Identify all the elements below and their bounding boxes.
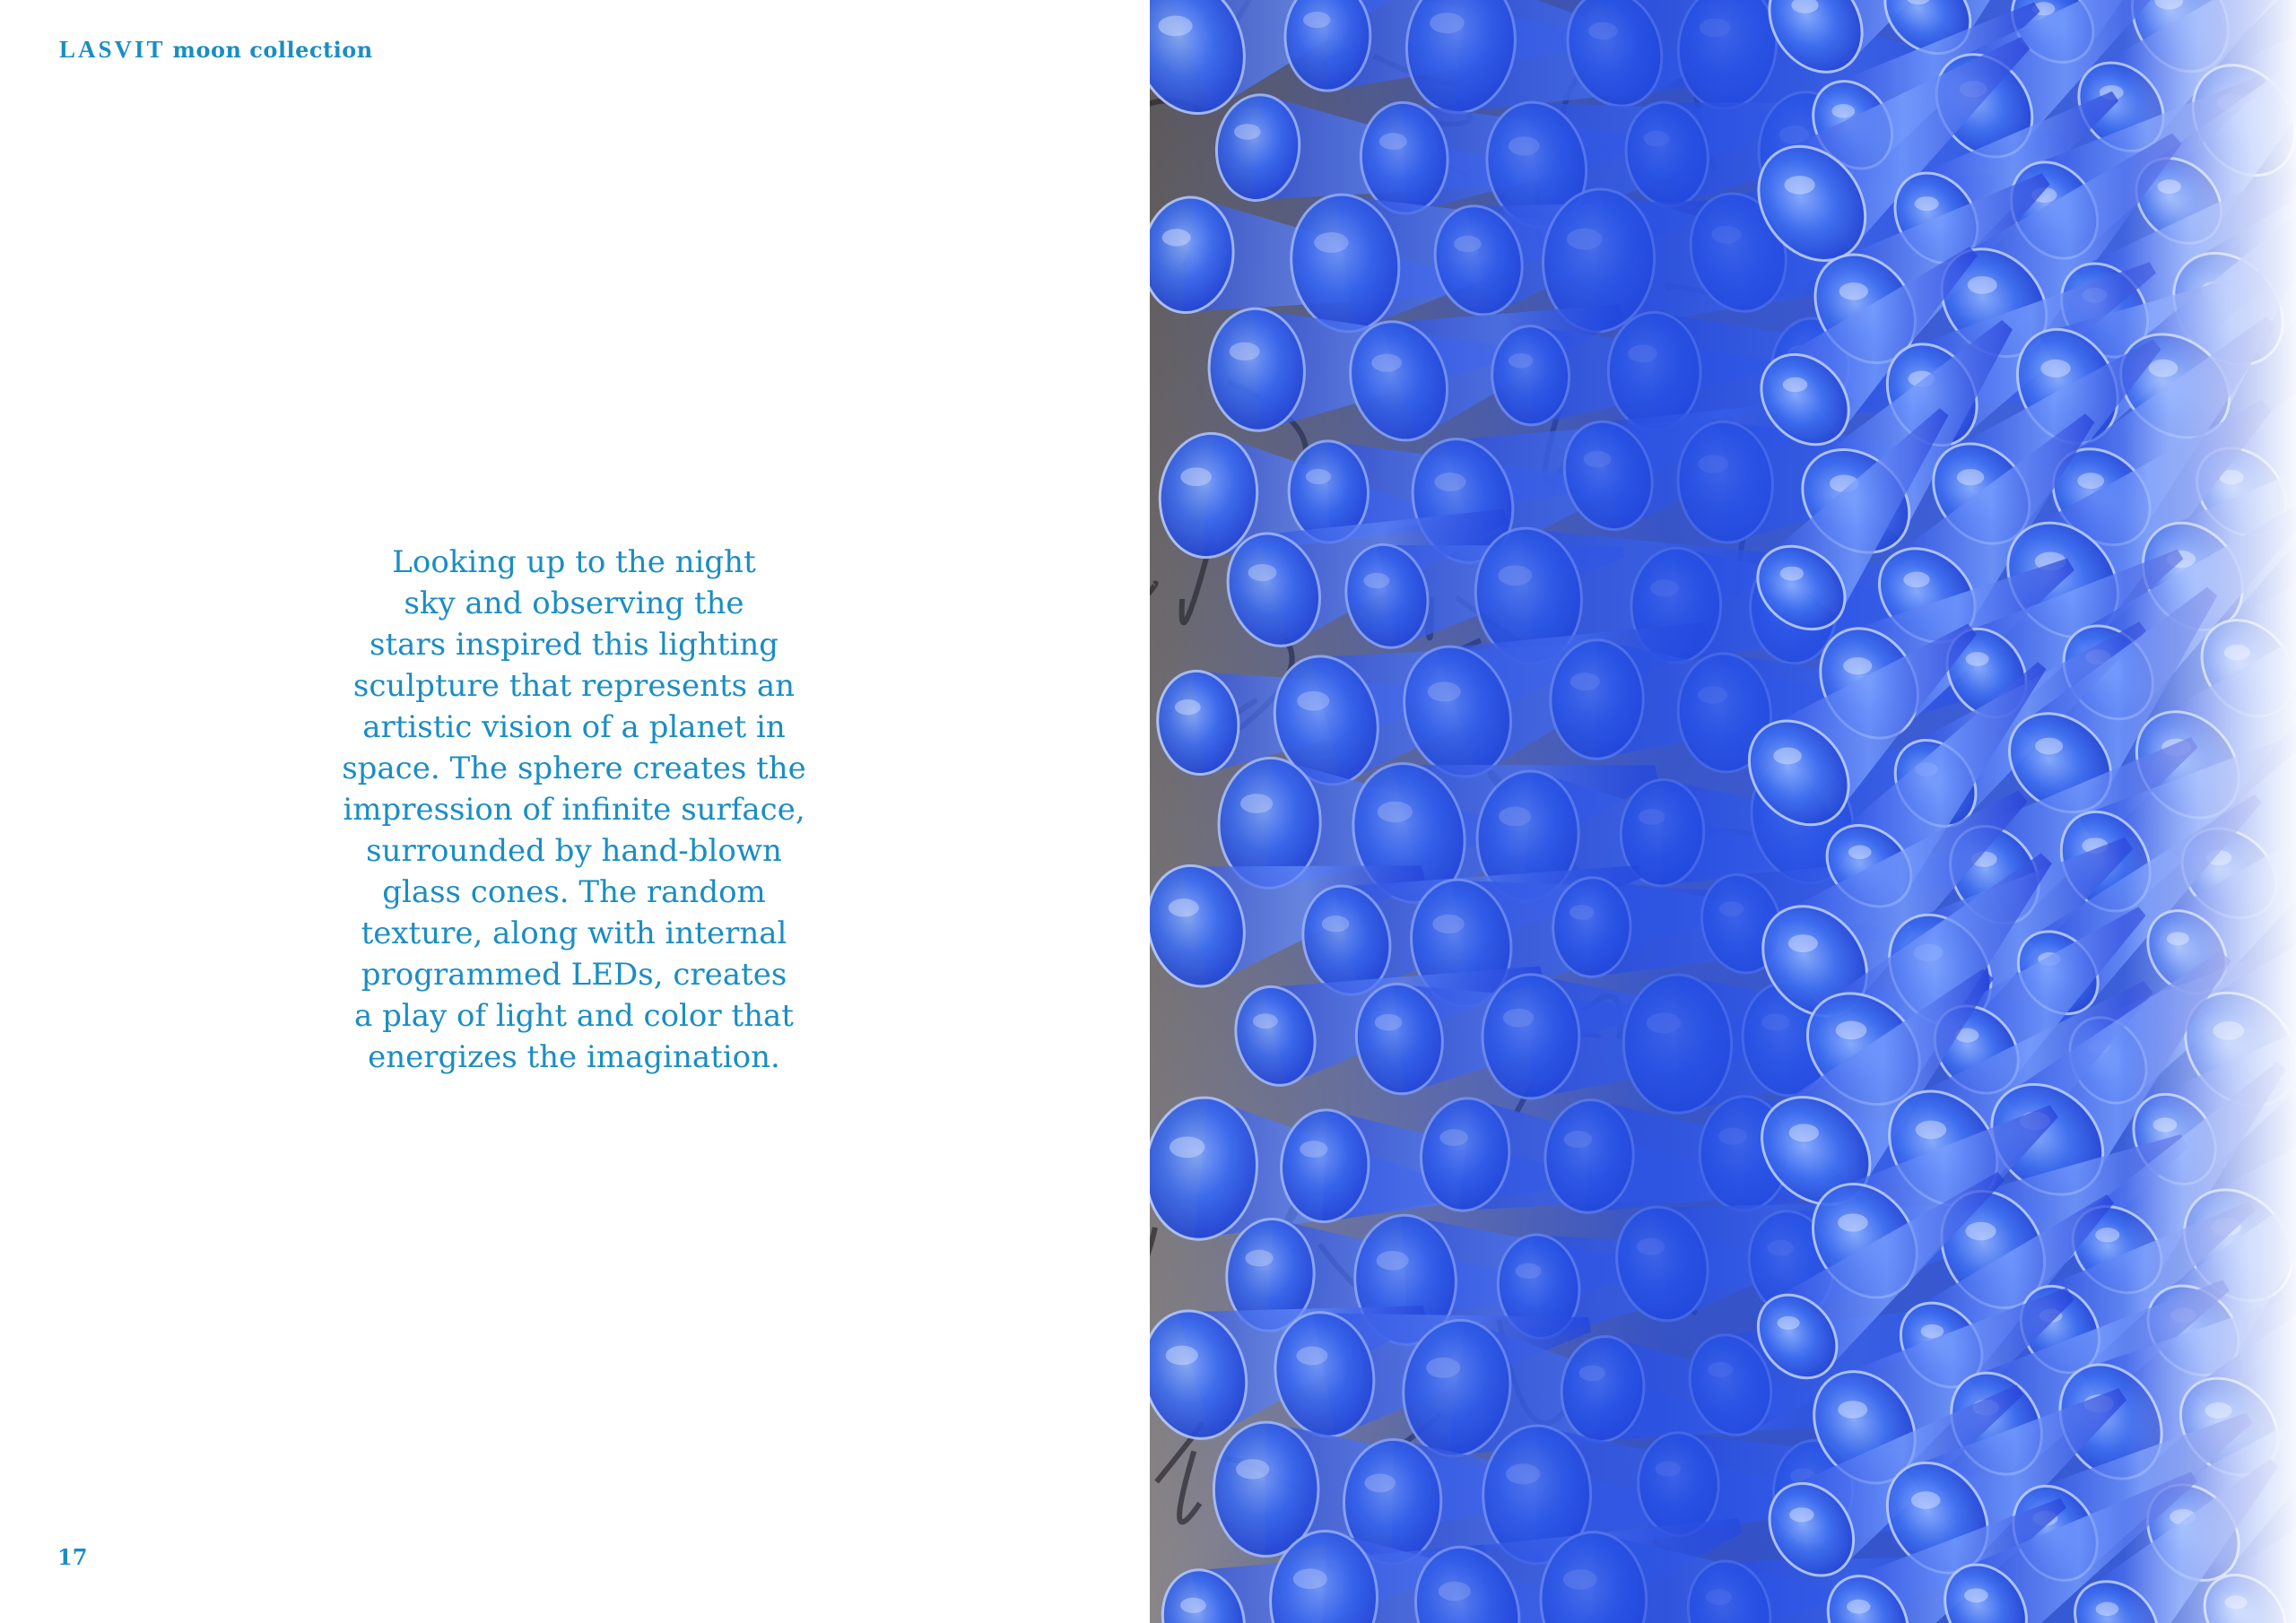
body-line: artistic vision of a planet in xyxy=(362,709,786,745)
brand-logo: LASVIT xyxy=(59,36,166,63)
body-line: space. The sphere creates the xyxy=(342,751,806,786)
body-line: sculpture that represents an xyxy=(352,668,796,704)
running-header xyxy=(59,36,373,64)
right-page xyxy=(1150,0,2296,1623)
body-line: impression of infinite surface, xyxy=(343,792,805,828)
glass-cones-photo xyxy=(1150,0,2296,1623)
body-line: surrounded by hand-blown xyxy=(366,833,782,869)
collection-name: moon collection xyxy=(172,37,373,63)
body-line: glass cones. The random xyxy=(382,874,766,910)
body-line: Looking up to the night xyxy=(392,544,756,580)
body-line: energizes the imagination. xyxy=(368,1039,780,1075)
body-line: sky and observing the xyxy=(404,586,744,621)
page-number: 17 xyxy=(57,1544,88,1570)
body-paragraph xyxy=(296,542,852,1078)
body-line: stars inspired this lighting xyxy=(370,627,778,663)
body-line: texture, along with internal xyxy=(361,916,787,951)
body-line: programmed LEDs, creates xyxy=(361,957,787,993)
body-line: a play of light and color that xyxy=(354,998,794,1034)
